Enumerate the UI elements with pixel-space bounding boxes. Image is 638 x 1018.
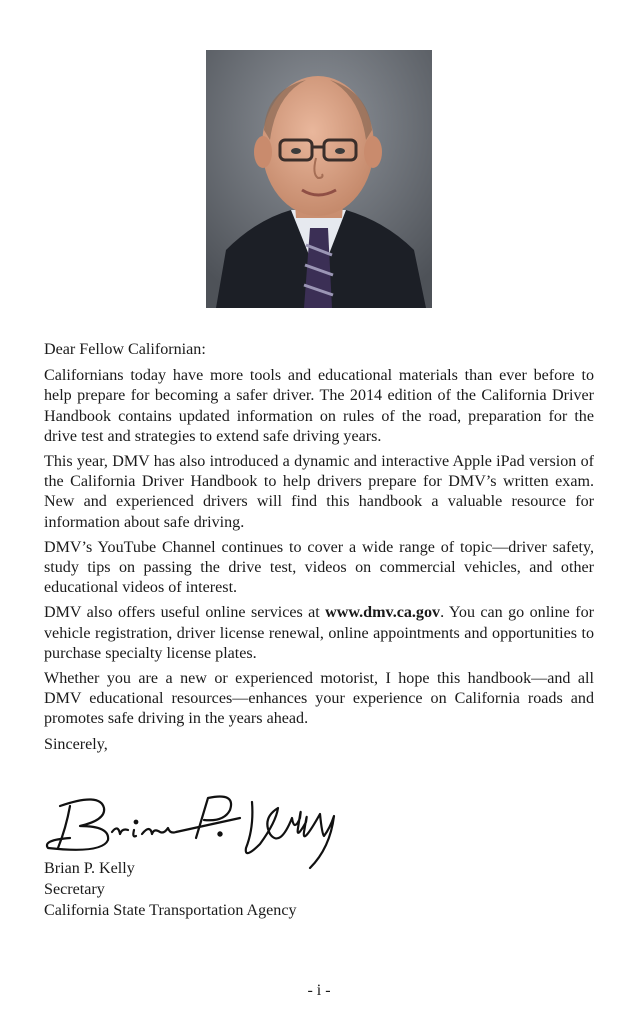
- paragraph-text: DMV also offers useful online services at: [44, 604, 326, 622]
- signer-name: Brian P. Kelly: [44, 860, 135, 877]
- portrait-icon: [206, 50, 432, 308]
- paragraph-text: . You can go online for vehicle registration, driver license renewal, online appointments and opportunities to purchase specialty license plates.: [44, 604, 594, 662]
- signer-block: [44, 858, 297, 921]
- letter-greeting: Dear Fellow Californian:: [44, 341, 206, 358]
- letter-closing: Sincerely,: [44, 735, 108, 753]
- letter-paragraph: Californians today have more tools and educational materials than ever before to help prepare for becoming a safer driver. The 2014 edition of the California Driver Handbook contains updated information on rules of the road, preparation for the drive test and strategies to extend safe driving years.: [44, 367, 594, 445]
- signer-agency: California State Transportation Agency: [44, 902, 297, 919]
- letter-body: [44, 340, 594, 760]
- letter-paragraph: DMV’s YouTube Channel continues to cover a wide range of topic—driver safety, study tips on passing the drive test, videos on commercial vehicles, and other educational videos of interest.: [44, 538, 594, 597]
- signer-title: Secretary: [44, 881, 105, 898]
- letter-paragraph: [44, 603, 594, 664]
- portrait-photo: [206, 50, 432, 308]
- letter-paragraph: Whether you are a new or experienced motorist, I hope this handbook—and all DMV educational resources—enhances your experience on California roads and promotes safe driving in the years ahead.: [44, 670, 594, 728]
- letter-paragraph: This year, DMV has also introduced a dynamic and interactive Apple iPad version of the California Driver Handbook to help drivers prepare for DMV’s written exam. New and experienced drivers will find this handbook a valuable resource for information about safe driving.: [44, 453, 594, 531]
- page-number: - i -: [307, 982, 331, 999]
- dmv-website-link[interactable]: www.dmv.ca.gov: [325, 604, 441, 622]
